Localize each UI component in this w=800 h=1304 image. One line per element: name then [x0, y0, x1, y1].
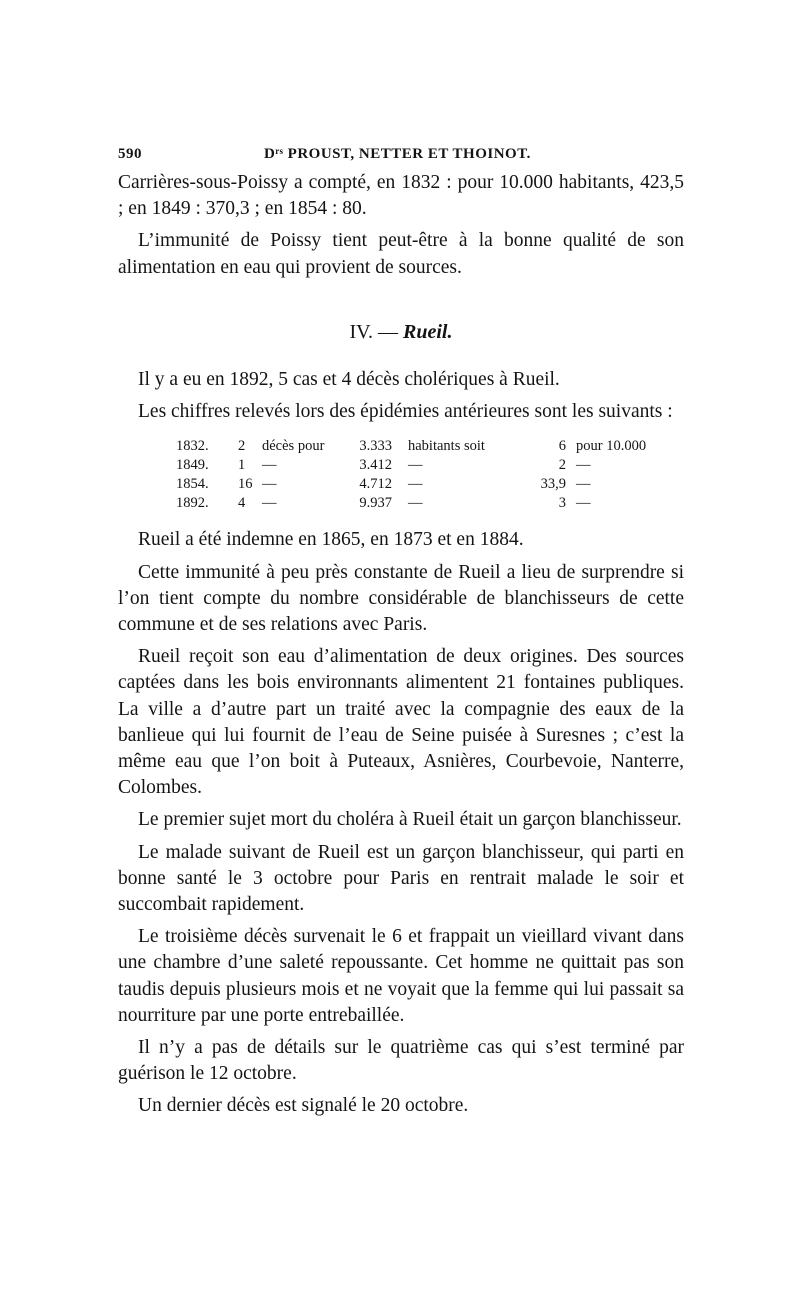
table-row [176, 494, 652, 513]
stats-label: — [576, 495, 591, 512]
paragraph: Rueil a été indemne en 1865, en 1873 et en 1884. [138, 529, 524, 551]
stats-population: 4.712 [359, 476, 392, 493]
paragraph: Il n’y a pas de détails sur le quatrième cas qui s’est terminé par guérison le 12 octobre. [118, 1037, 684, 1085]
stats-rate: 3 [558, 495, 566, 512]
stats-label: — [576, 476, 591, 493]
stats-label: — [262, 457, 277, 474]
table-row [176, 456, 652, 475]
stats-deaths: 16 [238, 476, 253, 493]
section-number: IV. — [349, 320, 399, 343]
stats-label: — [408, 476, 423, 493]
section-title: Rueil. [403, 320, 453, 343]
stats-year: 1849. [176, 457, 209, 474]
stats-year: 1892. [176, 495, 209, 512]
paragraph: Le premier sujet mort du choléra à Rueil était un garçon blanchisseur. [138, 809, 682, 831]
page-body [118, 170, 684, 1126]
stats-label: — [262, 476, 277, 493]
stats-rate: 6 [558, 438, 566, 455]
stats-population: 3.333 [359, 438, 392, 455]
stats-population: 3.412 [359, 457, 392, 474]
paragraph: Un dernier décès est signalé le 20 octobre. [138, 1095, 469, 1117]
stats-label: — [408, 495, 423, 512]
paragraph: Les chiffres relevés lors des épidémies antérieures sont les suivants : [138, 401, 673, 423]
page-number: 590 [118, 146, 142, 162]
stats-deaths: 1 [238, 457, 246, 474]
stats-year: 1854. [176, 476, 209, 493]
paragraph: Il y a eu en 1892, 5 cas et 4 décès cholériques à Rueil. [138, 369, 560, 391]
stats-deaths: 2 [238, 438, 246, 455]
epidemic-stats-table [176, 437, 652, 513]
paragraph: Rueil reçoit son eau d’alimentation de deux origines. Des sources captées dans les bois environnants alimentent 21 fontaines publiques. La ville a d’autre part un traité avec la compagnie des eaux de la banlieue qui lui fournit de l’eau de Seine puisée à Suresnes ; c’est la même eau que l’on boit à Puteaux, Asnières, Courbevoie, Nanterre, Colombes. [118, 646, 684, 799]
stats-label: pour 10.000 [576, 438, 647, 455]
stats-year: 1832. [176, 438, 209, 455]
paragraph: L’immunité de Poissy tient peut-être à la bonne qualité de son alimentation en eau qui provient de sources. [118, 230, 684, 278]
stats-rate: 33,9 [540, 476, 566, 493]
stats-label: — [576, 457, 591, 474]
stats-deaths: 4 [238, 495, 246, 512]
running-title: Dʳˢ PROUST, NETTER ET THOINOT. [264, 146, 531, 162]
stats-label: — [262, 495, 277, 512]
paragraph: Cette immunité à peu près constante de Rueil a lieu de surprendre si l’on tient compte du nombre considérable de blanchisseurs de cette commune et de ses relations avec Paris. [118, 561, 684, 636]
stats-label: habitants soit [408, 438, 485, 455]
stats-label: — [408, 457, 423, 474]
paragraph: Le troisième décès survenait le 6 et frappait un vieillard vivant dans une chambre d’une saleté repoussante. Cet homme ne quittait pas son taudis depuis plusieurs mois et ne voyait que la femme qui lui passait sa nourriture par une porte entrebaillée. [118, 926, 684, 1026]
stats-population: 9.937 [359, 495, 392, 512]
section-heading [118, 319, 684, 345]
table-row [176, 475, 652, 494]
stats-rate: 2 [558, 457, 566, 474]
stats-label: décès pour [262, 438, 325, 455]
paragraph: Le malade suivant de Rueil est un garçon blanchisseur, qui parti en bonne santé le 3 octobre pour Paris en rentrait malade le soir et succombait rapidement. [118, 841, 684, 916]
paragraph: Carrières-sous-Poissy a compté, en 1832 : pour 10.000 habitants, 423,5 ; en 1849 : 370,3 ; en 1854 : 80. [118, 172, 684, 220]
running-header [118, 146, 684, 166]
table-row [176, 437, 652, 456]
